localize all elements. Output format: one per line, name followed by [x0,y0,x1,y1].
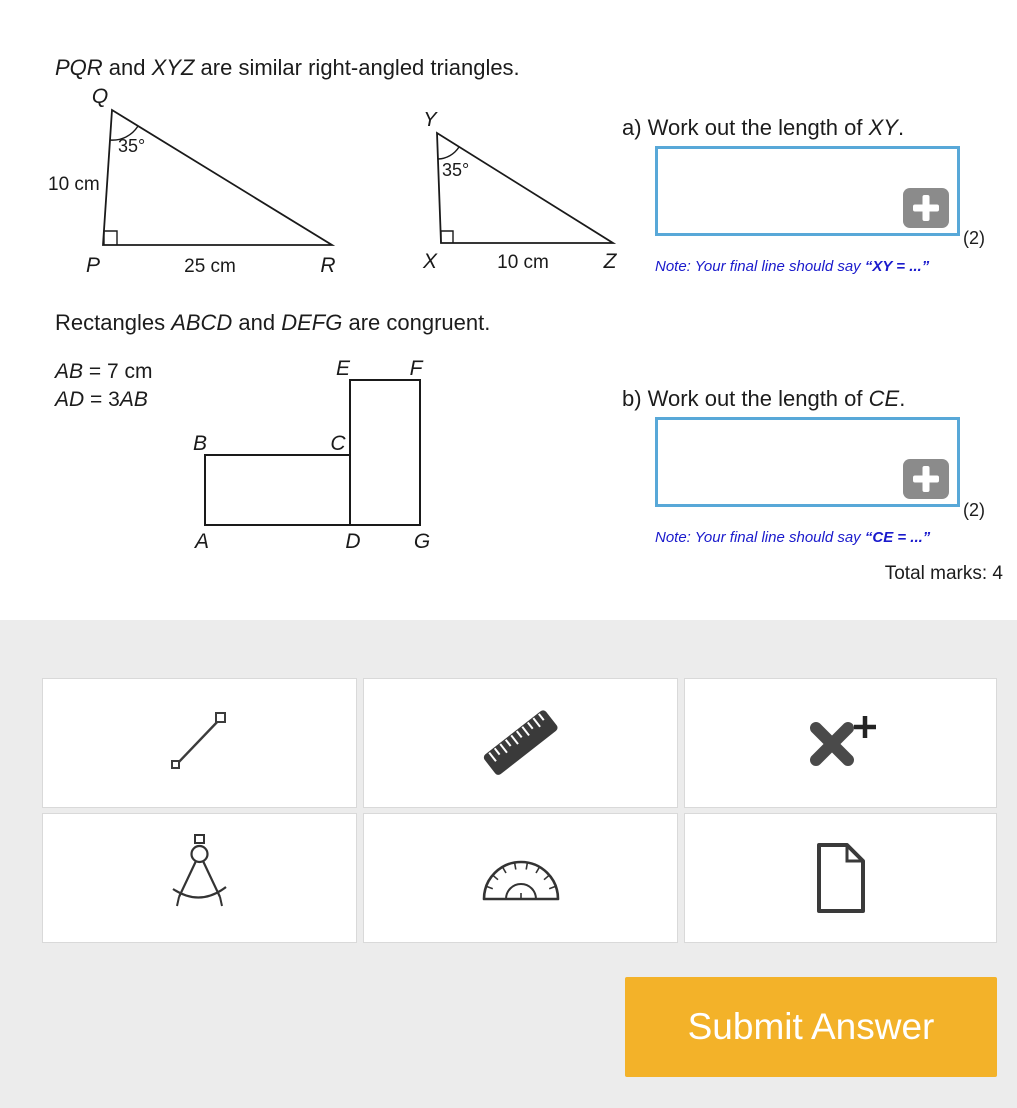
triangle-xyz-diagram [412,112,632,282]
segment-icon [160,703,240,783]
intro-token: and [102,55,152,80]
angle-label: 35° [442,160,470,180]
title-token: . [899,386,906,411]
given-token: = 3 [84,388,120,411]
vertex-label-p: P [85,254,101,277]
right-angle-marker [441,231,453,243]
note-token: Note: Your final line should say [655,258,865,275]
add-working-button-a[interactable] [903,188,949,228]
marks-a: (2) [963,228,985,248]
title-token: XY [868,115,898,140]
compass-tool-button[interactable] [42,813,357,943]
vertex-label-x: X [422,250,438,273]
given-ad [55,386,148,414]
note-token-bold: “CE = ...” [864,529,931,546]
given-token: AD [55,388,85,411]
title-token: . [897,115,905,140]
rect-label-e: E [335,357,351,380]
given-token: = 7 cm [83,360,153,383]
vertex-label-z: Z [603,250,617,273]
intro-token: are similar right-angled triangles. [194,55,520,80]
rect-label-g: G [413,530,431,553]
tool-panel [0,620,1017,1108]
note-token-bold: “XY = ...” [864,258,930,275]
ruler-tool-button[interactable] [363,678,678,808]
rect-label-c: C [330,432,346,455]
side-label-xz: 10 cm [497,252,549,273]
compass-icon [160,833,240,923]
side-label-pq: 10 cm [48,174,100,195]
part-b-title [622,386,905,412]
given-token: AB [55,360,84,383]
rect-label-b: B [192,432,208,455]
add-working-button-b[interactable] [903,459,949,499]
new-page-icon [806,838,876,918]
multiply-plus-icon [801,708,881,778]
note-a [655,258,929,275]
vertex-label-q: Q [91,86,109,108]
intro-token: PQR [55,55,103,80]
answer-box-a[interactable] [655,146,960,236]
intro-token: XYZ [151,55,195,80]
rect-label-a: A [194,530,210,553]
vertex-label-y: Y [422,112,438,131]
marks-b: (2) [963,500,985,520]
intro-token: DEFG [281,310,343,335]
angle-arc [438,147,459,159]
answer-box-b[interactable] [655,417,960,507]
note-b [655,529,930,546]
triangle-pqr-diagram [40,86,350,286]
rect-label-f: F [409,357,423,380]
total-marks: Total marks: 4 [884,563,1003,584]
rect-label-d: D [345,530,361,553]
intro-token: are congruent. [342,310,491,335]
rectangles-diagram [190,350,440,560]
intro-triangles [55,55,520,81]
title-token: b) Work out the length of [622,386,869,411]
intro-token: ABCD [171,310,233,335]
title-token: a) Work out the length of [622,115,869,140]
protractor-tool-button[interactable] [363,813,678,943]
right-angle-marker [104,231,117,245]
angle-label: 35° [118,136,146,156]
intro-token: Rectangles [55,310,172,335]
title-token: CE [868,386,900,411]
segment-tool-button[interactable] [42,678,357,808]
new-page-tool-button[interactable] [684,813,997,943]
part-a-title [622,115,904,141]
given-ab [55,358,152,386]
submit-answer-button[interactable]: Submit Answer [625,977,997,1077]
intro-token: and [232,310,282,335]
ruler-icon [476,698,566,788]
multiply-plus-tool-button[interactable] [684,678,997,808]
given-token: AB [119,388,148,411]
side-label-pr: 25 cm [184,256,236,277]
intro-rectangles [55,310,490,336]
protractor-icon [476,847,566,909]
note-token: Note: Your final line should say [655,529,865,546]
vertex-label-r: R [320,254,336,277]
